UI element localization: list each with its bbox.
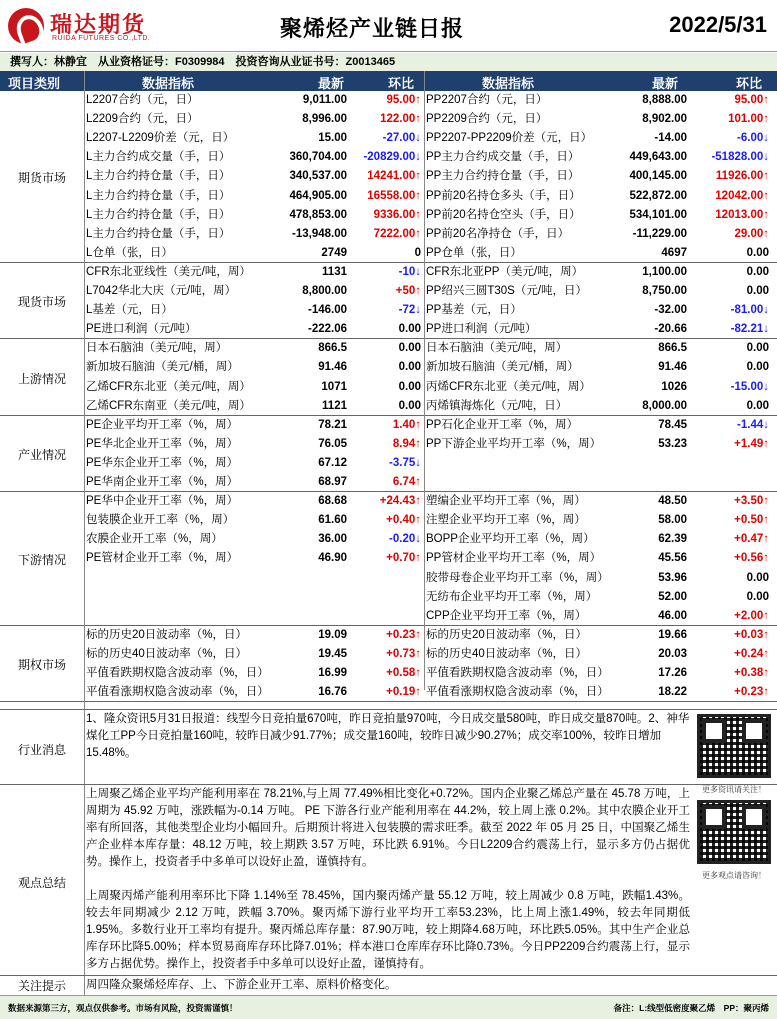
change-right: 95.00↑ — [734, 94, 769, 106]
indicator-right: PP2207合约（元，日） — [426, 94, 548, 106]
change-right: +3.50↑ — [734, 495, 769, 508]
indicator-left: L2207-L2209价差（元，日） — [86, 132, 235, 145]
change-left: 1.40↑ — [392, 418, 421, 431]
indicator-right: PP主力合约持仓量（手，日） — [426, 170, 580, 183]
indicator-right: PP基差（元，日） — [426, 304, 522, 317]
table-row — [0, 339, 777, 358]
change-right: +0.47↑ — [734, 533, 769, 546]
indicator-left: PE管材企业开工率（%，周） — [86, 552, 239, 565]
col-latest-left: 最新 — [318, 76, 345, 91]
latest-right: 400,145.00 — [629, 170, 687, 183]
table-row — [0, 320, 777, 339]
latest-left: 19.09 — [318, 628, 347, 641]
latest-left: 19.45 — [318, 647, 347, 660]
latest-left: 15.00 — [318, 132, 347, 145]
latest-right: 1,100.00 — [642, 265, 687, 278]
change-left: -27.00↓ — [382, 132, 421, 145]
indicator-left: 平值看跌期权隐含波动率（%，日） — [86, 667, 269, 679]
indicator-left: L主力合约成交量（手，日） — [86, 151, 231, 164]
table-row — [0, 492, 777, 511]
qr-caption-1: 更多资讯请关注！ — [702, 785, 766, 794]
table-row — [0, 358, 777, 377]
industry-news-label: 行业消息 — [17, 743, 66, 757]
indicator-right: PP前20名持仓空头（手，日） — [426, 208, 581, 221]
focus-label: 关注提示 — [17, 979, 66, 993]
latest-left: 478,853.00 — [289, 208, 347, 221]
table-row — [0, 91, 777, 110]
indicator-left: PE华东企业开工率（%，周） — [86, 456, 239, 469]
col-category: 项目类别 — [8, 76, 61, 91]
latest-right: 866.5 — [658, 342, 687, 355]
section-label: 期权市场 — [17, 658, 66, 672]
summary-label: 观点总结 — [17, 876, 66, 890]
ruida-logo — [8, 6, 168, 48]
indicator-left: L主力合约持仓量（手，日） — [86, 189, 231, 202]
latest-left: 8,800.00 — [302, 285, 347, 297]
change-right: 0.00 — [746, 590, 769, 603]
indicator-left: PE进口利润（元/吨） — [86, 323, 197, 336]
latest-right: 52.00 — [658, 590, 687, 603]
qr-code-icon — [697, 800, 771, 864]
latest-left: 76.05 — [318, 437, 347, 450]
change-right: +1.49↑ — [734, 437, 769, 450]
indicator-right: PP进口利润（元/吨） — [426, 323, 537, 336]
col-indicator-right: 数据指标 — [482, 76, 535, 91]
latest-left: 464,905.00 — [289, 189, 347, 202]
table-row — [0, 588, 777, 607]
indicator-right: PP石化企业开工率（%，周） — [426, 418, 579, 431]
indicator-right: 平值看跌期权隐含波动率（%，日） — [426, 667, 609, 679]
change-right: 0.00 — [746, 246, 769, 259]
change-left: +0.73↑ — [386, 647, 421, 660]
latest-left: 9,011.00 — [302, 94, 347, 106]
indicator-right: PP下游企业平均开工率（%，周） — [426, 437, 602, 450]
indicator-left: 标的历史40日波动率（%，日） — [86, 647, 248, 660]
latest-left: 1121 — [322, 399, 347, 412]
indicator-left: PE华中企业开工率（%，周） — [86, 495, 239, 508]
change-right: 0.00 — [746, 399, 769, 412]
indicator-right: 无纺布企业平均开工率（%，周） — [426, 590, 598, 603]
change-right: 0.00 — [746, 265, 769, 278]
indicator-right: 标的历史40日波动率（%，日） — [426, 647, 588, 660]
table-row — [0, 530, 777, 549]
table-row — [0, 549, 777, 568]
change-left: -0.20↓ — [389, 533, 421, 546]
indicator-left: PE华南企业开工率（%，周） — [86, 476, 239, 488]
change-right: +0.03↑ — [734, 628, 769, 641]
summary-text — [86, 786, 690, 990]
indicator-right: BOPP企业平均开工率（%，周） — [426, 533, 595, 546]
section-label: 上游情况 — [17, 371, 66, 386]
indicator-left: 新加坡石脑油（美元/桶，周） — [86, 361, 239, 374]
indicator-left: L7042华北大庆（元/吨，周） — [86, 285, 237, 297]
report-header — [0, 0, 777, 52]
change-right: -81.00↓ — [730, 304, 769, 317]
latest-right: 8,902.00 — [642, 113, 687, 126]
latest-left: 36.00 — [318, 533, 347, 546]
indicator-left: L主力合约持仓量（手，日） — [86, 227, 231, 240]
indicator-right: PP前20名持仓多头（手，日） — [426, 189, 581, 202]
table-row — [0, 511, 777, 530]
change-left: 7222.00↑ — [373, 227, 421, 240]
change-left: 95.00↑ — [386, 94, 421, 106]
change-right: +0.23↑ — [734, 686, 769, 699]
table-row — [0, 645, 777, 664]
change-right: -82.21↓ — [730, 323, 769, 336]
table-row — [0, 607, 777, 626]
indicator-right: 新加坡石脑油（美元/桶，周） — [426, 361, 579, 374]
latest-left: 1131 — [322, 265, 347, 278]
indicator-right: PP绍兴三圆T30S（元/吨，日） — [426, 285, 588, 297]
latest-right: 19.66 — [658, 628, 687, 641]
latest-right: 58.00 — [658, 514, 687, 527]
latest-right: 62.39 — [658, 533, 687, 546]
change-left: +24.43↑ — [379, 495, 421, 508]
latest-right: 91.46 — [658, 361, 687, 374]
table-row — [0, 282, 777, 301]
section-label: 产业情况 — [17, 447, 66, 462]
latest-left: 16.99 — [318, 667, 347, 679]
indicator-left: 包装膜企业开工率（%，周） — [86, 514, 235, 527]
ruida-logo-icon — [8, 8, 44, 44]
indicator-right: PP管材企业平均开工率（%，周） — [426, 552, 602, 565]
latest-left: 866.5 — [318, 342, 347, 355]
latest-right: 449,643.00 — [629, 151, 687, 164]
col-latest-right: 最新 — [652, 76, 679, 91]
change-left: 6.74↑ — [392, 476, 421, 488]
change-right: 0.00 — [746, 342, 769, 355]
change-right: +2.00↑ — [734, 609, 769, 622]
latest-right: 522,872.00 — [629, 189, 687, 202]
change-left: -10↓ — [398, 265, 421, 278]
latest-right: 20.03 — [658, 647, 687, 660]
indicator-left: CFR东北亚线性（美元/吨，周） — [86, 265, 251, 278]
indicator-right: PP主力合约成交量（手，日） — [426, 151, 580, 164]
change-right: 12013.00↑ — [715, 208, 769, 221]
latest-right: -11,229.00 — [632, 227, 687, 240]
indicator-right: 塑编企业平均开工率（%，周） — [426, 495, 586, 508]
indicator-right: CPP企业平均开工率（%，周） — [426, 609, 587, 622]
change-left: 122.00↑ — [380, 113, 421, 126]
latest-left: 16.76 — [318, 686, 347, 699]
latest-right: 45.56 — [658, 552, 687, 565]
latest-left: 8,996.00 — [302, 113, 347, 126]
table-row — [0, 626, 777, 645]
indicator-right: CFR东北亚PP（美元/吨，周） — [426, 265, 584, 278]
change-right: +0.50↑ — [734, 514, 769, 527]
latest-right: 78.45 — [658, 418, 687, 431]
summary-pe: 上周聚乙烯企业平均产能利用率在 78.21%,与上周 77.49%相比变化+0.72%。国内企业聚乙烯总产量在 45.78 万吨，上周期为 45.92 万吨，涨跌幅为-0.14 万吨。 PE 下游各行业产能利用率在 44.2%，较上周上涨 0.2%。其中农膜企业开工率有所回落，其他类型企业均小幅回升。后期预计将进入包装膜的需求旺季。截至 2022 年 05 月 25 日，中国聚乙烯生产企业样本库存量：48.12 万吨，较上期跌 3.57 万吨，环比跌 6.91%。今日L2209合约震荡上行，显示多方仍占据优势。操作上，投资者手中多单可以设好止盈，谨慎持有。 — [86, 788, 690, 868]
latest-right: 1026 — [661, 380, 687, 393]
change-right: +0.56↑ — [734, 552, 769, 565]
change-left: 16558.00↑ — [367, 189, 421, 202]
change-right: 11926.00↑ — [715, 170, 769, 183]
latest-right: 8,750.00 — [642, 285, 687, 297]
change-right: +0.24↑ — [734, 647, 769, 660]
latest-right: 4697 — [661, 246, 687, 259]
change-right: 0.00 — [746, 285, 769, 297]
summary-pp: 上周聚丙烯产能利用率环比下降 1.14%至 78.45%，国内聚丙烯产量 55.12 万吨，较上周减少 0.8 万吨，跌幅1.43%。较去年同期减少 2.12 万吨，跌幅 3.70%。聚丙烯下游行业平均开工率53.23%，比上周上涨1.49%，较去年同期低1.95%。多数行业开工率均有提升。聚丙烯总库存量：87.90万吨，较上期降4.68万吨，环比跌5.05%。其中生产企业总库存环比降5.00%；样本贸易商库存环比降7.01%；样本港口仓库库存环比降0.73%。今日PP2209合约震荡上行，显示多方占据优势。操作上，投资者手中多单可以设好止盈，谨慎持有。 — [86, 890, 690, 970]
table-row — [0, 683, 777, 702]
change-left: 0.00 — [398, 361, 421, 374]
industry-news-text: 1、隆众资讯5月31日报道：线型今日竞拍量670吨，昨日竞拍量970吨，今日成交量580吨，昨日成交量870吨。2、神华煤化工PP今日竞拍量160吨，较昨日减少91.77%；成交量160吨，较昨日减少90.27%；成交率100%，较昨日增加15.48%。 — [86, 713, 690, 759]
report-footer — [0, 995, 777, 1019]
table-row — [0, 110, 777, 129]
col-indicator-left: 数据指标 — [142, 76, 195, 91]
latest-right: 46.00 — [658, 609, 687, 622]
table-row — [0, 225, 777, 244]
table-header — [0, 71, 777, 91]
table-row — [0, 473, 777, 492]
indicator-left: 农膜企业开工率（%，周） — [86, 533, 223, 546]
latest-left: 67.12 — [318, 456, 347, 469]
change-right: -51828.00↓ — [711, 151, 769, 164]
section-label: 期货市场 — [17, 170, 66, 185]
change-left: 0.00 — [398, 323, 421, 336]
latest-right: 534,101.00 — [629, 208, 687, 221]
latest-left: 2749 — [321, 246, 347, 259]
focus-text: 周四隆众聚烯烃库存、上、下游企业开工率、原料价格变化。 — [86, 979, 397, 991]
latest-left: 91.46 — [318, 361, 347, 374]
change-left: 0.00 — [398, 342, 421, 355]
change-right: -15.00↓ — [730, 380, 769, 393]
latest-right: -20.66 — [654, 323, 687, 336]
latest-left: -13,948.00 — [292, 227, 347, 240]
table-row — [0, 187, 777, 206]
change-left: +0.19↑ — [386, 686, 421, 699]
latest-right: 8,888.00 — [642, 94, 687, 106]
latest-right: 18.22 — [658, 686, 687, 699]
change-left: +0.23↑ — [386, 628, 421, 641]
latest-right: -32.00 — [654, 304, 687, 317]
change-left: +50↑ — [395, 285, 421, 297]
indicator-left: 标的历史20日波动率（%，日） — [86, 628, 248, 641]
qr-caption-2: 更多观点请咨询！ — [702, 871, 766, 880]
latest-left: 46.90 — [318, 552, 347, 565]
section-label: 下游情况 — [17, 552, 66, 567]
change-right: +0.38↑ — [734, 667, 769, 679]
indicator-left: L2209合约（元，日） — [86, 113, 199, 126]
table-row — [0, 244, 777, 263]
indicator-left: 乙烯CFR东南亚（美元/吨，周） — [86, 399, 251, 412]
latest-left: -222.06 — [307, 323, 347, 336]
qr-code-icon — [697, 714, 771, 778]
indicator-left: L主力合约持仓量（手，日） — [86, 170, 231, 183]
change-left: +0.58↑ — [386, 667, 421, 679]
table-row — [0, 129, 777, 148]
latest-right: 8,000.00 — [642, 399, 687, 412]
footer-disclaimer: 数据来源第三方，观点仅供参考。市场有风险，投资需谨慎！ — [8, 1003, 238, 1013]
indicator-left: L2207合约（元，日） — [86, 94, 199, 106]
indicator-left: PE企业平均开工率（%，周） — [86, 418, 239, 431]
change-left: -20829.00↓ — [363, 151, 421, 164]
latest-left: 360,704.00 — [289, 151, 347, 164]
change-right: 29.00↑ — [734, 227, 769, 240]
indicator-right: 注塑企业平均开工率（%，周） — [426, 514, 586, 527]
indicator-left: PE华北企业开工率（%，周） — [86, 437, 239, 450]
latest-right: 53.23 — [658, 437, 687, 450]
logo-text-en: RUIDA FUTURES CO.,LTD. — [52, 35, 151, 42]
latest-left: 61.60 — [318, 514, 347, 527]
indicator-right: 胶带母卷企业平均开工率（%，周） — [426, 571, 609, 584]
change-left: 9336.00↑ — [373, 208, 421, 221]
table-row — [0, 664, 777, 683]
latest-right: 53.96 — [658, 571, 687, 584]
change-left: 0 — [414, 246, 421, 259]
change-left: 0.00 — [398, 399, 421, 412]
table-row — [0, 569, 777, 588]
section-label: 现货市场 — [17, 295, 66, 310]
latest-right: -14.00 — [654, 132, 687, 145]
footer-note: 备注：L:线型低密度聚乙烯 PP：聚丙烯 — [613, 1003, 769, 1013]
indicator-left: L主力合约持仓量（手，日） — [86, 208, 231, 221]
indicator-right: PP前20名净持仓（手，日） — [426, 227, 570, 240]
indicator-left: L基差（元，日） — [86, 304, 173, 317]
change-right: 101.00↑ — [728, 113, 769, 126]
change-right: 0.00 — [746, 571, 769, 584]
latest-left: 1071 — [321, 380, 347, 393]
change-right: 12042.00↑ — [715, 189, 769, 202]
indicator-left: 乙烯CFR东北亚（美元/吨，周） — [86, 380, 251, 393]
table-row — [0, 435, 777, 454]
change-left: 0.00 — [398, 380, 421, 393]
table-row — [0, 301, 777, 320]
indicator-right: PP2209合约（元，日） — [426, 113, 548, 126]
indicator-right: 丙烯CFR东北亚（美元/吨，周） — [426, 380, 591, 393]
indicator-right: 丙烯镇海炼化（元/吨，日） — [426, 399, 568, 412]
change-left: +0.70↑ — [386, 552, 421, 565]
latest-right: 48.50 — [658, 495, 687, 508]
change-right: -1.44↓ — [737, 418, 769, 431]
change-left: 8.94↑ — [392, 437, 421, 450]
table-row — [0, 416, 777, 435]
table-row — [0, 263, 777, 282]
col-change-left: 环比 — [388, 76, 415, 91]
change-right: 0.00 — [746, 361, 769, 374]
table-row — [0, 378, 777, 397]
latest-right: 17.26 — [658, 667, 687, 679]
indicator-right: 标的历史20日波动率（%，日） — [426, 628, 588, 641]
latest-left: 68.68 — [318, 495, 347, 508]
latest-left: 340,537.00 — [289, 170, 347, 183]
indicator-right: PP仓单（张，日） — [426, 246, 522, 259]
col-change-right: 环比 — [736, 76, 763, 91]
latest-left: 68.97 — [318, 476, 347, 488]
change-left: +0.40↑ — [386, 514, 421, 527]
logo-text-cn: 瑞达期货 — [50, 12, 147, 37]
author-line: 撰写人：林静宜 从业资格证号：F0309984 投资咨询从业证书号：Z0013465 — [0, 53, 777, 71]
report-date: 2022/5/31 — [669, 12, 767, 37]
indicator-left: L仓单（张，日） — [86, 246, 173, 259]
change-left: -3.75↓ — [389, 456, 421, 469]
change-left: -72↓ — [398, 304, 421, 317]
table-row — [0, 148, 777, 167]
table-row — [0, 454, 777, 473]
indicator-right: 平值看涨期权隐含波动率（%，日） — [426, 686, 609, 699]
latest-left: 78.21 — [318, 418, 347, 431]
report-title: 聚烯烃产业链日报 — [280, 16, 465, 41]
indicator-left: 日本石脑油（美元/吨，周） — [86, 342, 228, 355]
indicator-right: 日本石脑油（美元/吨，周） — [426, 342, 568, 355]
indicator-left: 平值看涨期权隐含波动率（%，日） — [86, 686, 269, 699]
change-left: 14241.00↑ — [367, 170, 421, 183]
indicator-right: PP2207-PP2209价差（元，日） — [426, 132, 593, 145]
table-row — [0, 206, 777, 225]
change-right: -6.00↓ — [737, 132, 769, 145]
latest-left: -146.00 — [307, 304, 347, 317]
table-row — [0, 167, 777, 186]
table-row — [0, 397, 777, 416]
